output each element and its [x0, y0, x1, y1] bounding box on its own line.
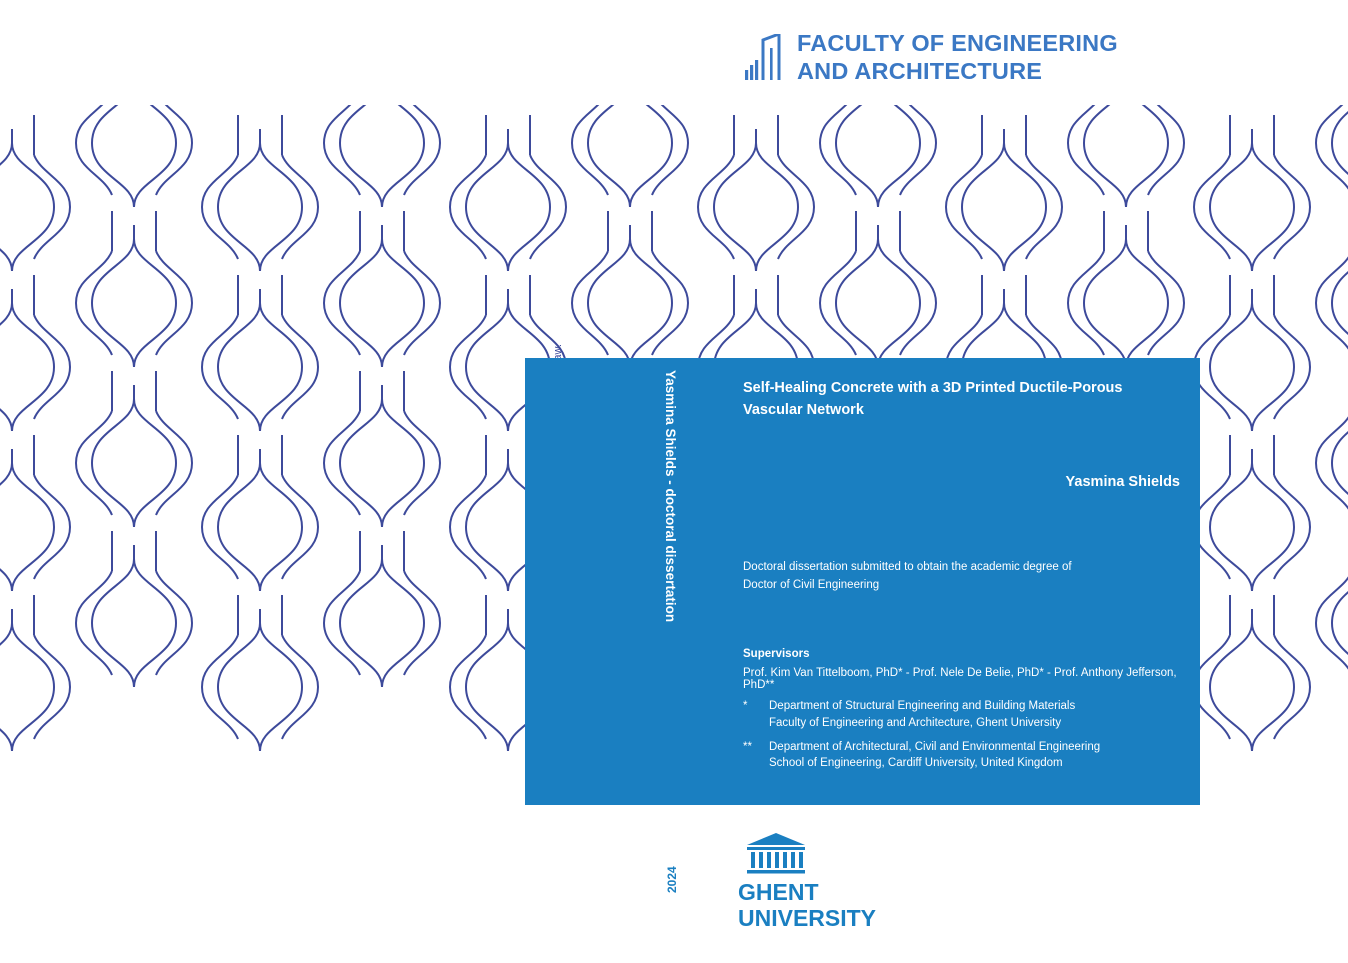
ghent-name-line1: GHENT [738, 879, 819, 905]
faculty-title-line1: FACULTY OF ENGINEERING [797, 30, 1118, 56]
dissertation-author: Yasmina Shields [1065, 473, 1180, 490]
ghent-university-logo [738, 832, 877, 932]
affiliation-text [769, 739, 1100, 772]
dissertation-title: Self-Healing Concrete with a 3D Printed Ductile-Porous Vascular Network [743, 380, 1123, 418]
faculty-header [745, 30, 1118, 85]
affiliation-line-1: Department of Structural Engineering and Building Materials [769, 700, 1076, 713]
spine-text: Yasmina Shields - doctoral dissertation [663, 370, 678, 623]
affiliation-line-2: School of Engineering, Cardiff University, United Kingdom [769, 757, 1063, 770]
degree-line-1: Doctoral dissertation submitted to obtain the academic degree of [743, 560, 1072, 573]
cover-content [743, 374, 1186, 826]
degree-line-2: Doctor of Civil Engineering [743, 578, 880, 591]
cover-panel [525, 358, 1200, 826]
ghent-university-name [738, 879, 877, 932]
affiliation-item [743, 698, 1186, 731]
affiliation-line-2: Faculty of Engineering and Architecture, Ghent University [769, 716, 1062, 729]
supervisors-list: Prof. Kim Van Tittelboom, PhD* - Prof. Nele De Belie, PhD* - Prof. Anthony Jefferson, PhD** [743, 667, 1177, 692]
spine-year: 2024 [665, 866, 679, 893]
affiliation-item [743, 739, 1186, 772]
faculty-title [797, 30, 1118, 85]
ghent-university-building-icon [744, 832, 808, 874]
affiliation-line-1: Department of Architectural, Civil and Environmental Engineering [769, 740, 1101, 753]
publication-date: January 2024 [743, 813, 813, 826]
degree-statement [743, 558, 1186, 595]
affiliation-mark: ** [743, 740, 752, 753]
ghent-name-line2: UNIVERSITY [738, 904, 877, 931]
faculty-building-bars-icon [745, 34, 785, 82]
affiliation-mark: * [743, 700, 748, 713]
faculty-title-line2: AND ARCHITECTURE [797, 57, 1043, 84]
affiliation-text [769, 698, 1075, 731]
supervisors-heading: Supervisors [743, 648, 810, 661]
